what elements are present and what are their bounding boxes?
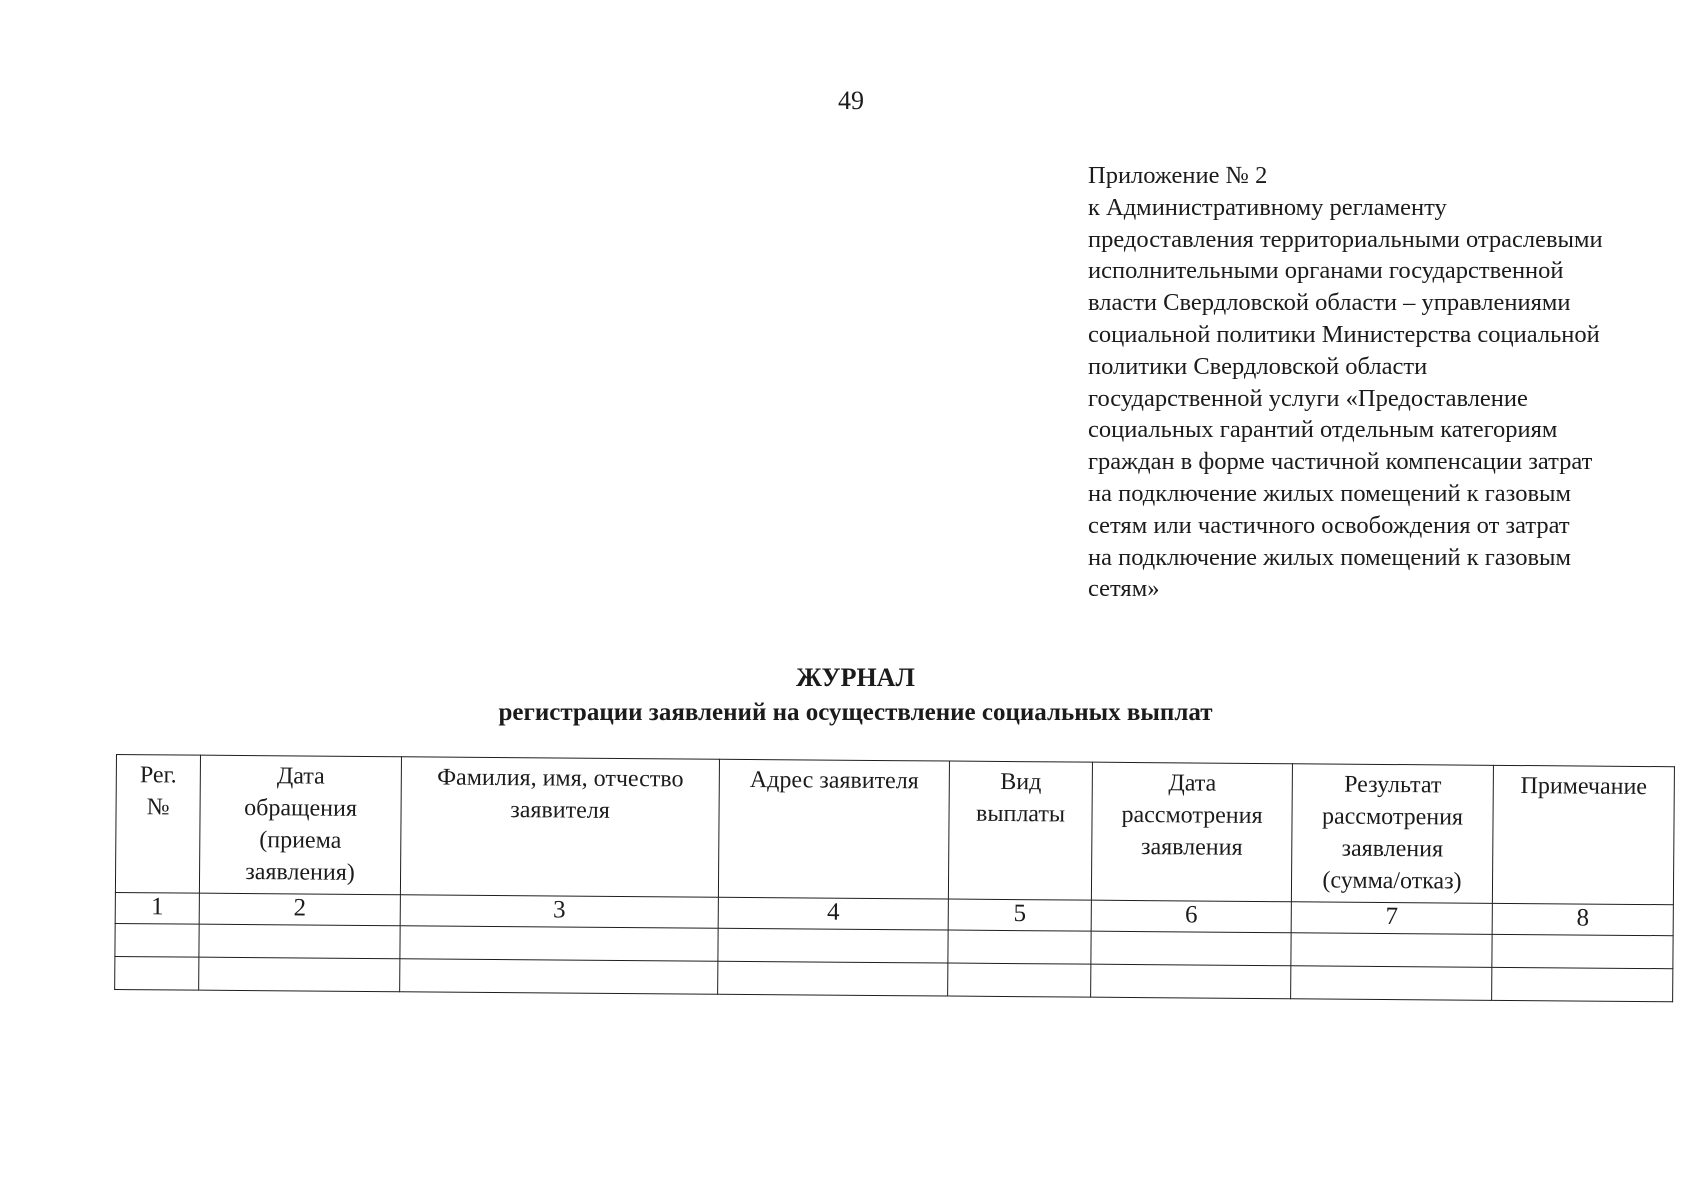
header-line: заявления) <box>245 859 355 886</box>
appendix-line: сетям или частичного освобождения от затрат <box>1088 511 1570 539</box>
table-cell <box>199 957 400 992</box>
table-cell <box>400 926 718 961</box>
header-line: (сумма/отказ) <box>1322 867 1462 895</box>
journal-subtitle: регистрации заявлений на осуществление социальных выплат <box>498 699 1213 726</box>
table-cell <box>1492 934 1673 968</box>
table-cell <box>1291 933 1492 968</box>
appendix-line: граждан в форме частичной компенсации затрат <box>1088 448 1593 476</box>
table-cell <box>718 961 948 996</box>
table-cell <box>948 963 1091 997</box>
column-number-cell: 2 <box>199 893 400 926</box>
appendix-line: сетям» <box>1088 575 1160 603</box>
table-cell <box>115 956 199 990</box>
appendix-line: Приложение № 2 <box>1088 162 1268 189</box>
header-line: Дата <box>1168 770 1217 797</box>
table-cell <box>948 930 1091 964</box>
table-cell <box>1291 966 1492 1001</box>
table-cell <box>115 923 199 957</box>
header-application-date <box>199 755 401 895</box>
table-cell <box>1091 964 1291 999</box>
header-line: заявителя <box>510 797 610 824</box>
page-number: 49 <box>838 86 864 115</box>
column-number-cell: 4 <box>718 897 948 930</box>
header-line: обращения <box>244 795 358 822</box>
appendix-line: социальной политики Министерства социальной <box>1088 320 1600 348</box>
header-line: рассмотрения <box>1121 801 1263 830</box>
header-review-date <box>1091 762 1292 902</box>
table-cell <box>1091 931 1291 966</box>
header-line: выплаты <box>975 800 1066 828</box>
column-number-cell: 5 <box>948 899 1091 931</box>
column-number-cell: 3 <box>400 895 718 928</box>
header-line: Дата <box>276 763 325 790</box>
header-reg-number <box>115 755 200 894</box>
header-line: Результат <box>1344 771 1442 799</box>
header-line: Вид <box>1000 768 1042 796</box>
appendix-line: к Административному регламенту <box>1088 193 1447 221</box>
header-line: Рег. <box>139 762 177 789</box>
header-note <box>1492 765 1674 904</box>
appendix-line: исполнительными органами государственной <box>1088 257 1564 285</box>
header-line: Адрес заявителя <box>749 766 919 795</box>
header-line: рассмотрения <box>1321 803 1464 831</box>
column-number-cell: 1 <box>115 892 199 924</box>
header-line: (приема <box>259 827 342 854</box>
journal-title: ЖУРНАЛ <box>796 663 915 692</box>
column-number-cell: 7 <box>1291 902 1492 935</box>
table-cell <box>199 924 400 959</box>
header-line: Фамилия, имя, отчество <box>437 764 684 793</box>
column-number-cell: 8 <box>1492 903 1673 935</box>
column-number-cell: 6 <box>1091 900 1291 933</box>
header-review-result <box>1291 764 1493 904</box>
table-header-row <box>115 755 1674 905</box>
header-line: заявления <box>1341 835 1444 863</box>
header-line: № <box>146 794 170 821</box>
header-line: Примечание <box>1520 773 1648 801</box>
appendix-line: на подключение жилых помещений к газовым <box>1088 479 1571 507</box>
header-applicant-address <box>718 759 949 899</box>
appendix-line: на подключение жилых помещений к газовым <box>1088 543 1571 571</box>
appendix-line: власти Свердловской области – управлениями <box>1088 289 1571 317</box>
journal-table-container <box>114 754 1674 1002</box>
registration-journal-table <box>114 754 1675 1002</box>
appendix-line: предоставления территориальными отраслевыми <box>1088 225 1603 253</box>
appendix-line: социальных гарантий отдельным категориям <box>1088 416 1558 444</box>
appendix-line: политики Свердловской области <box>1088 352 1428 380</box>
table-cell <box>400 959 718 994</box>
appendix-line: государственной услуги «Предоставление <box>1088 384 1528 412</box>
appendix-block <box>1088 160 1688 605</box>
table-cell <box>1492 967 1673 1001</box>
header-payment-type <box>948 761 1092 900</box>
table-cell <box>718 928 948 963</box>
header-line: заявления <box>1140 834 1243 861</box>
header-full-name <box>400 757 719 897</box>
